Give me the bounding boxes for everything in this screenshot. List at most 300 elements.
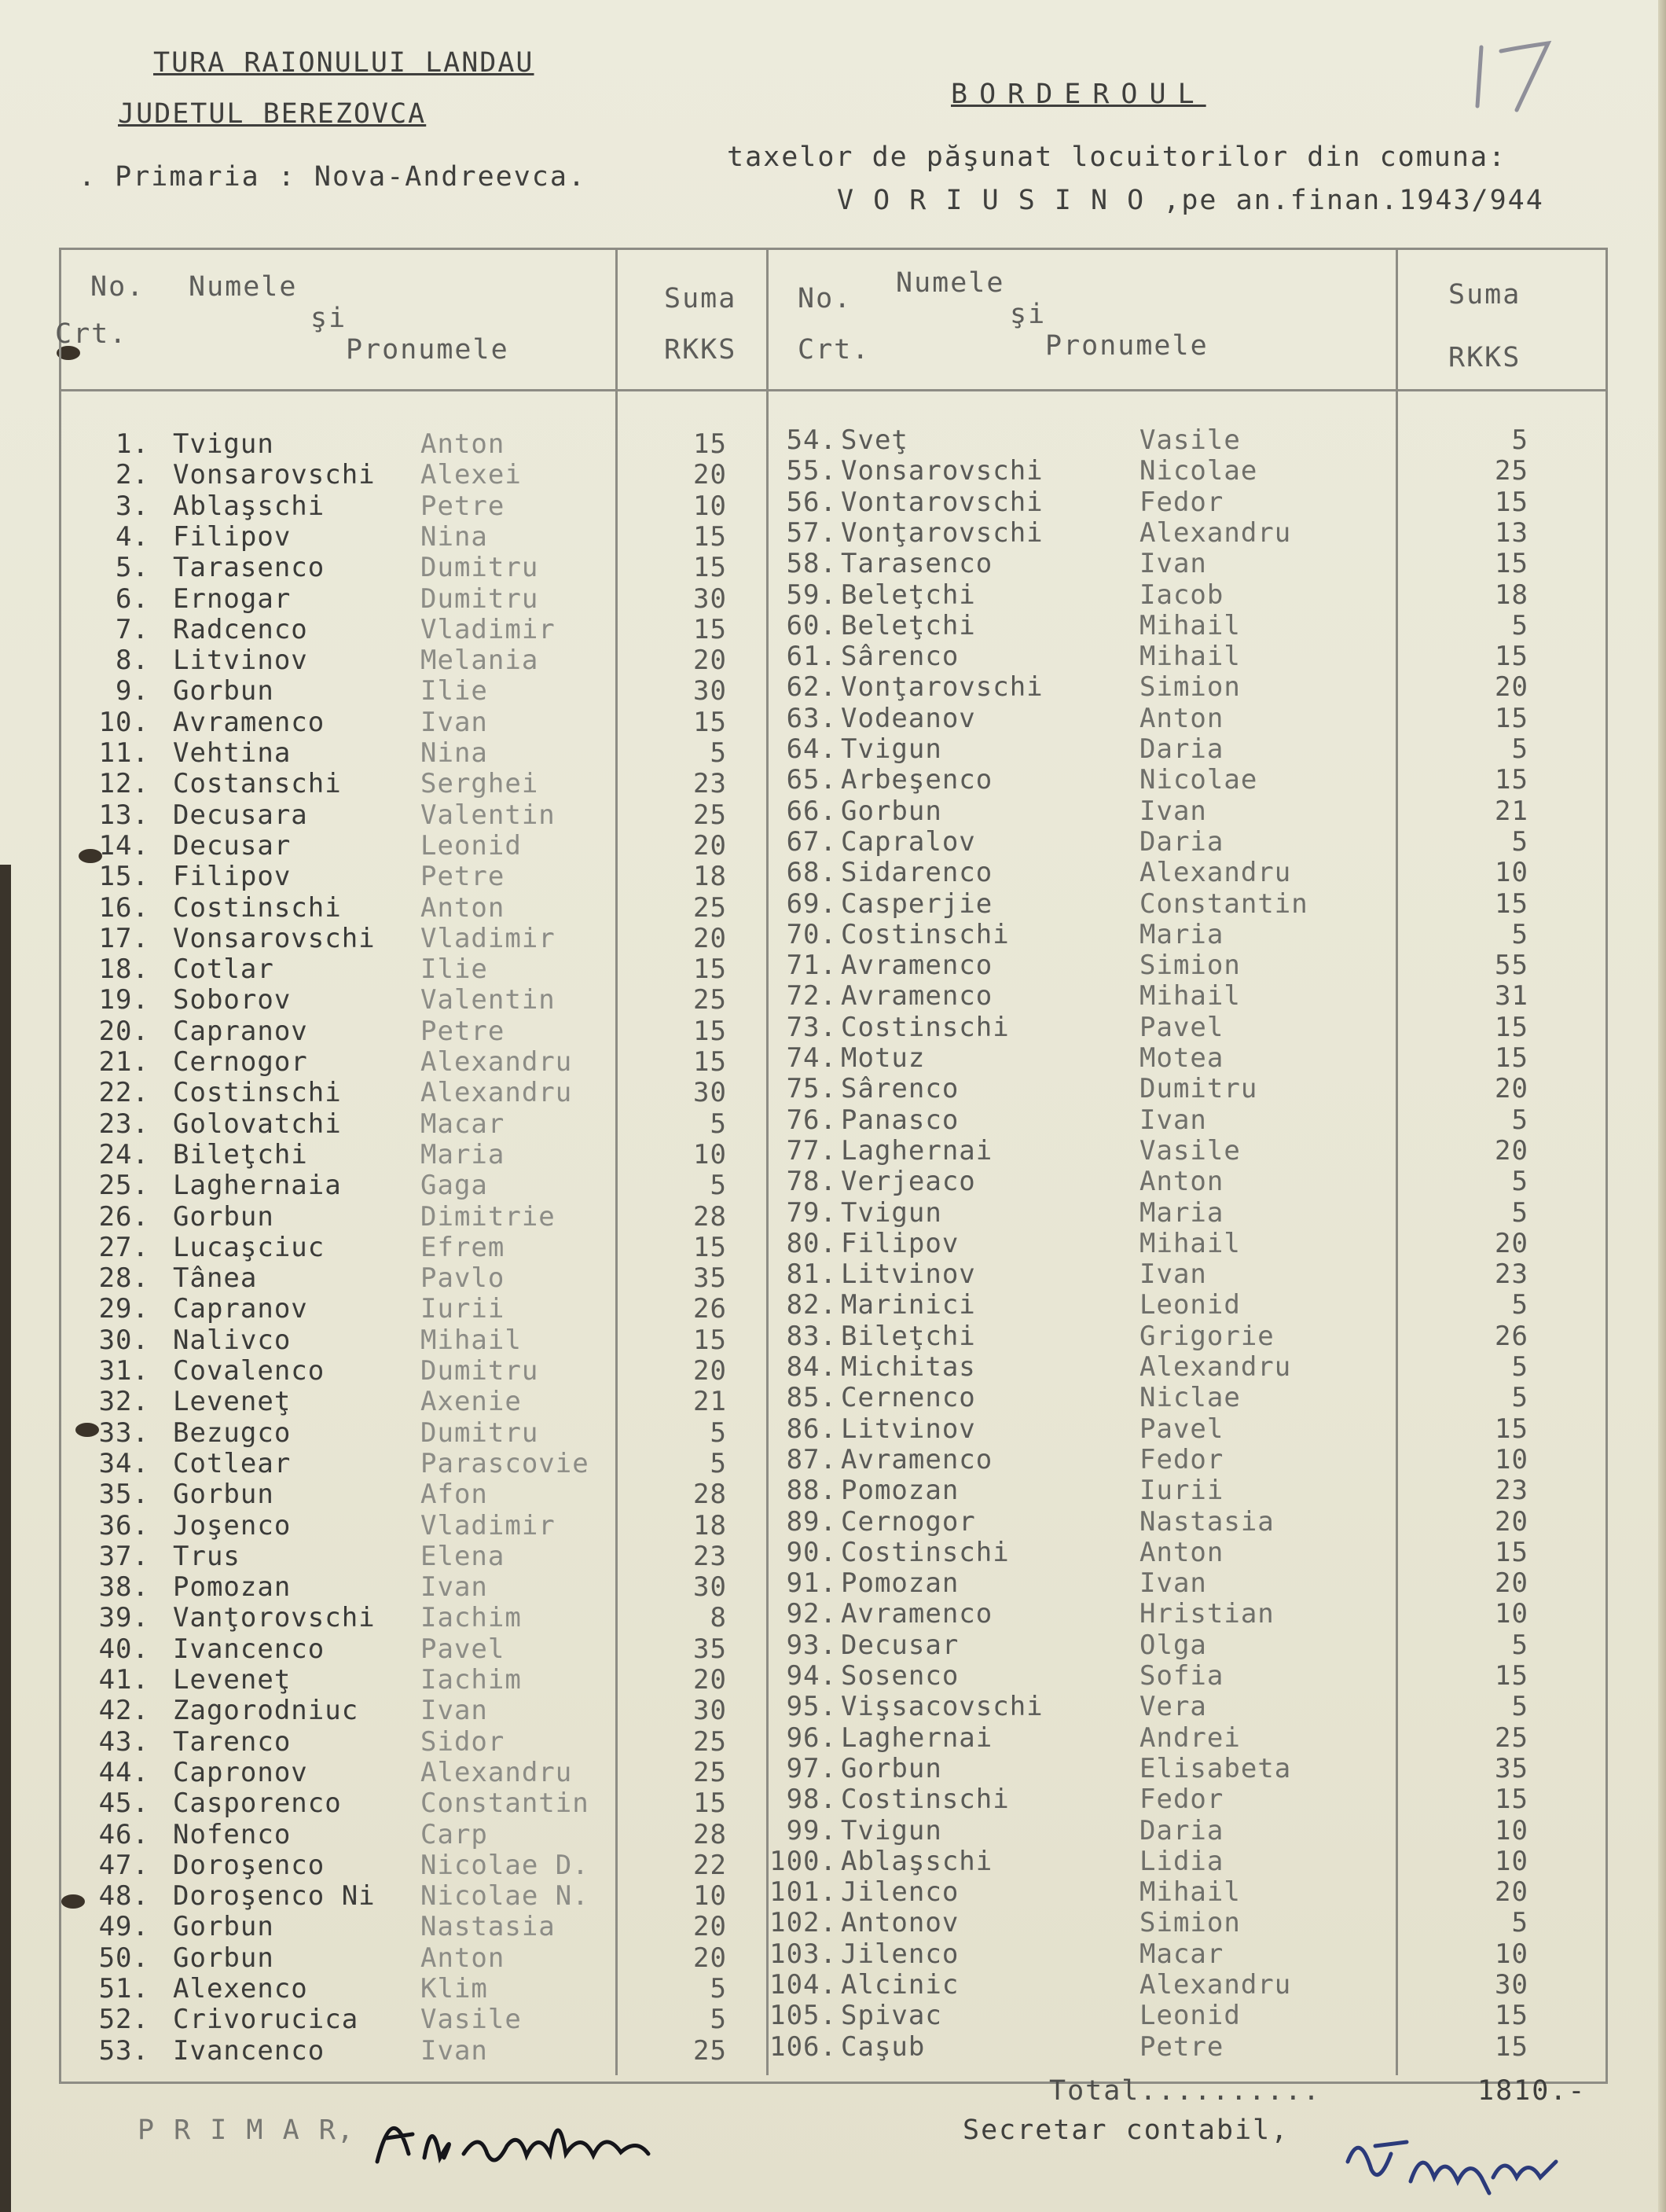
first-name: Motea	[1139, 1042, 1224, 1074]
surname: Decusar	[173, 829, 292, 862]
table-row	[0, 517, 1666, 548]
surname: Sârenco	[841, 641, 960, 673]
first-name: Vladimir	[420, 922, 556, 954]
row-number: 75.	[786, 1073, 837, 1105]
first-name: Carp	[420, 1818, 488, 1850]
first-name: Leonid	[420, 829, 522, 862]
first-name: Nina	[420, 520, 488, 553]
surname: Avramenco	[841, 950, 993, 982]
row-number: 64.	[786, 733, 837, 765]
table-row	[0, 703, 1666, 733]
table-row	[0, 1938, 1666, 1969]
row-number: 63.	[786, 702, 837, 734]
table-row	[0, 1722, 1666, 1753]
amount: 15	[693, 520, 727, 553]
first-name: Ilie	[420, 675, 488, 707]
row-number: 9.	[116, 675, 149, 707]
first-name: Leonid	[1139, 2000, 1241, 2032]
row-number: 94.	[786, 1660, 837, 1692]
row-number: 81.	[786, 1258, 837, 1291]
table-row	[0, 1351, 1666, 1382]
first-name: Dumitru	[420, 552, 539, 584]
surname: Soborov	[173, 984, 292, 1016]
first-name: Ilie	[420, 954, 488, 986]
surname: Ivancenco	[173, 1633, 325, 1665]
table-row	[0, 579, 1666, 610]
amount: 5	[1511, 1289, 1528, 1321]
table-row	[0, 487, 1666, 517]
first-name: Nastasia	[420, 1911, 556, 1943]
row-number: 77.	[786, 1134, 837, 1167]
surname: Laghernaia	[173, 1170, 342, 1202]
table-row	[0, 1753, 1666, 1784]
row-number: 89.	[786, 1505, 837, 1538]
amount: 30	[1495, 1969, 1528, 2001]
amount: 20	[1495, 671, 1528, 704]
amount: 23	[693, 1540, 727, 1572]
row-number: 73.	[786, 1011, 837, 1043]
row-number: 74.	[786, 1042, 837, 1074]
first-name: Elisabeta	[1139, 1752, 1292, 1784]
amount: 25	[1495, 1721, 1528, 1754]
amount: 26	[693, 1293, 727, 1325]
row-number: 26.	[98, 1200, 149, 1233]
surname: Decusara	[173, 799, 308, 831]
amount: 15	[1495, 1011, 1528, 1043]
amount: 15	[1495, 1660, 1528, 1692]
amount: 15	[1495, 764, 1528, 796]
row-number: 95.	[786, 1691, 837, 1723]
first-name: Mihail	[1139, 1876, 1241, 1909]
surname: Vonţarovschi	[841, 516, 1044, 549]
row-number: 93.	[786, 1629, 837, 1661]
surname: Costinschi	[173, 1077, 342, 1109]
surname: Ablaşschi	[173, 490, 325, 522]
first-name: Dumitru	[1139, 1073, 1258, 1105]
first-name: Iachim	[420, 1664, 522, 1696]
row-number: 90.	[786, 1536, 837, 1568]
row-number: 7.	[116, 613, 149, 645]
surname: Doroşenco Ni	[173, 1880, 376, 1913]
first-name: Simion	[1139, 1907, 1241, 1939]
first-name: Nastasia	[1139, 1505, 1275, 1538]
row-number: 79.	[786, 1196, 837, 1229]
amount: 15	[693, 954, 727, 986]
secretary-signature	[1336, 2115, 1595, 2201]
row-number: 57.	[786, 516, 837, 549]
amount: 20	[693, 922, 727, 954]
first-name: Dumitru	[420, 582, 539, 615]
amount: 23	[1495, 1258, 1528, 1291]
row-number: 96.	[786, 1721, 837, 1754]
row-number: 30.	[98, 1324, 149, 1356]
row-number: 55.	[786, 455, 837, 487]
surname: Gorbun	[173, 1479, 274, 1511]
table-row	[0, 641, 1666, 671]
col-and-label: şi	[1010, 299, 1047, 330]
col-name-label: Numele	[189, 271, 298, 303]
surname: Leveneţ	[173, 1386, 292, 1418]
row-number: 71.	[786, 950, 837, 982]
first-name: Vasile	[1139, 1134, 1241, 1167]
surname: Avramenco	[841, 1443, 993, 1475]
amount: 5	[1511, 1629, 1528, 1661]
row-number: 4.	[116, 520, 149, 553]
amount: 5	[1511, 733, 1528, 765]
first-name: Simion	[1139, 671, 1241, 704]
row-number: 99.	[786, 1814, 837, 1846]
document-subtitle: taxelor de păşunat locuitorilor din comuna:	[727, 141, 1507, 173]
amount: 22	[693, 1849, 727, 1881]
amount: 30	[693, 675, 727, 707]
row-number: 69.	[786, 887, 837, 920]
first-name: Daria	[1139, 1814, 1224, 1846]
first-name: Mihail	[1139, 641, 1241, 673]
amount: 20	[1495, 1505, 1528, 1538]
col-sum-label: Suma	[1448, 279, 1521, 310]
surname: Gorbun	[173, 1911, 274, 1943]
amount: 15	[693, 1231, 727, 1263]
row-number: 20.	[98, 1015, 149, 1047]
amount: 30	[693, 1571, 727, 1604]
amount: 5	[710, 1170, 727, 1202]
first-name: Iurii	[420, 1293, 505, 1325]
amount: 15	[1495, 2030, 1528, 2063]
table-row	[0, 1197, 1666, 1228]
first-name: Ivan	[1139, 1258, 1207, 1291]
table-row	[0, 733, 1666, 764]
first-name: Simion	[1139, 950, 1241, 982]
row-number: 82.	[786, 1289, 837, 1321]
amount: 10	[1495, 1938, 1528, 1970]
row-number: 54.	[786, 424, 837, 456]
row-number: 61.	[786, 641, 837, 673]
row-number: 25.	[98, 1170, 149, 1202]
table-row	[0, 1815, 1666, 1846]
row-number: 24.	[98, 1138, 149, 1170]
surname: Jilenco	[841, 1876, 960, 1909]
amount: 18	[693, 861, 727, 893]
amount: 15	[693, 1324, 727, 1356]
table-row	[0, 455, 1666, 486]
table-row	[0, 919, 1666, 950]
row-number: 31.	[98, 1355, 149, 1387]
first-name: Olga	[1139, 1629, 1207, 1661]
row-number: 88.	[786, 1475, 837, 1507]
surname: Ivancenco	[173, 2034, 325, 2067]
amount: 5	[1511, 1907, 1528, 1939]
amount: 25	[693, 891, 727, 924]
first-name: Alexandru	[1139, 1351, 1292, 1383]
surname: Doroşenco	[173, 1849, 325, 1881]
first-name: Fedor	[1139, 1784, 1224, 1816]
surname: Sveţ	[841, 424, 908, 456]
table-row	[0, 1784, 1666, 1814]
amount: 18	[1495, 579, 1528, 611]
row-number: 11.	[98, 737, 149, 769]
amount: 21	[1495, 795, 1528, 827]
first-name: Mihail	[1139, 980, 1241, 1012]
row-number: 29.	[98, 1293, 149, 1325]
table-row	[0, 548, 1666, 579]
first-name: Daria	[1139, 733, 1224, 765]
surname: Spivac	[841, 2000, 942, 2032]
row-number: 3.	[116, 490, 149, 522]
first-name: Vasile	[1139, 424, 1241, 456]
surname: Tarenco	[173, 1725, 292, 1758]
amount: 15	[693, 552, 727, 584]
table-row	[0, 1907, 1666, 1938]
table-row	[0, 980, 1666, 1011]
surname: Beleţchi	[841, 579, 976, 611]
first-name: Pavlo	[420, 1262, 505, 1295]
first-name: Iacob	[1139, 579, 1224, 611]
table-row	[0, 671, 1666, 702]
first-name: Petre	[420, 490, 505, 522]
surname: Casperjie	[841, 887, 993, 920]
amount: 20	[1495, 1876, 1528, 1909]
row-number: 66.	[786, 795, 837, 827]
amount: 15	[1495, 1536, 1528, 1568]
surname: Filipov	[173, 520, 292, 553]
first-name: Ivan	[420, 706, 488, 738]
table-row	[0, 1846, 1666, 1876]
first-name: Serghei	[420, 768, 539, 800]
first-name: Lidia	[1139, 1845, 1224, 1877]
row-number: 48.	[98, 1880, 149, 1913]
surname: Tânea	[173, 1262, 258, 1295]
row-number: 87.	[786, 1443, 837, 1475]
amount: 5	[1511, 1691, 1528, 1723]
row-number: 47.	[98, 1849, 149, 1881]
row-number: 10.	[98, 706, 149, 738]
amount: 20	[1495, 1567, 1528, 1600]
amount: 15	[693, 1788, 727, 1820]
table-row	[0, 1444, 1666, 1475]
header-town-hall: . Primaria : Nova-Andreevca.	[79, 161, 587, 193]
row-number: 78.	[786, 1166, 837, 1198]
first-name: Andrei	[1139, 1721, 1241, 1754]
table-row	[0, 796, 1666, 826]
row-number: 8.	[116, 645, 149, 677]
first-name: Sidor	[420, 1725, 505, 1758]
amount: 5	[710, 737, 727, 769]
surname: Vonsarovschi	[173, 459, 376, 491]
table-row	[0, 424, 1666, 455]
surname: Avramenco	[173, 706, 325, 738]
surname: Tvigun	[841, 1196, 942, 1229]
surname: Litvinov	[841, 1258, 976, 1291]
row-number: 36.	[98, 1509, 149, 1541]
surname: Costinschi	[841, 1011, 1010, 1043]
amount: 10	[1495, 857, 1528, 889]
table-row	[0, 950, 1666, 980]
row-number: 100.	[769, 1845, 837, 1877]
surname: Radcenco	[173, 613, 308, 645]
row-number: 102.	[769, 1907, 837, 1939]
first-name: Nicolae	[1139, 455, 1258, 487]
document-title: BORDEROUL	[951, 79, 1206, 110]
surname: Bileţchi	[841, 1320, 976, 1352]
first-name: Fedor	[1139, 486, 1224, 518]
surname: Litvinov	[173, 645, 308, 677]
surname: Decusar	[841, 1629, 960, 1661]
row-number: 60.	[786, 609, 837, 641]
surname: Tvigun	[173, 428, 274, 460]
table-row	[0, 1876, 1666, 1907]
amount: 15	[693, 613, 727, 645]
amount: 15	[1495, 702, 1528, 734]
row-number: 27.	[98, 1231, 149, 1263]
table-row	[0, 1042, 1666, 1073]
first-name: Nicolae D.	[420, 1849, 589, 1881]
surname: Costinschi	[173, 891, 342, 924]
row-number: 46.	[98, 1818, 149, 1850]
first-name: Petre	[420, 1015, 505, 1047]
first-name: Alexei	[420, 459, 522, 491]
row-number: 2.	[116, 459, 149, 491]
secretary-label: Secretar contabil,	[963, 2115, 1290, 2146]
col-crt-label: Crt.	[55, 318, 128, 350]
surname: Litvinov	[841, 1413, 976, 1445]
row-number: 70.	[786, 918, 837, 950]
surname: Capronov	[173, 1756, 308, 1788]
col-name-label: Numele	[896, 267, 1005, 299]
surname: Vanţorovschi	[173, 1602, 376, 1634]
row-number: 76.	[786, 1104, 837, 1136]
amount: 30	[693, 1695, 727, 1727]
first-name: Vladimir	[420, 1509, 556, 1541]
amount: 5	[710, 1416, 727, 1449]
row-number: 14.	[98, 829, 149, 862]
amount: 20	[1495, 1134, 1528, 1167]
first-name: Mihail	[420, 1324, 522, 1356]
first-name: Grigorie	[1139, 1320, 1275, 1352]
first-name: Daria	[1139, 825, 1224, 858]
first-name: Afon	[420, 1479, 488, 1511]
table-row	[0, 2031, 1666, 2062]
first-name: Anton	[1139, 702, 1224, 734]
first-name: Valentin	[420, 799, 556, 831]
surname: Beleţchi	[841, 609, 976, 641]
table-row	[0, 1413, 1666, 1444]
table-row	[0, 1567, 1666, 1598]
first-name: Klim	[420, 1973, 488, 2004]
surname: Vonsarovschi	[173, 922, 376, 954]
amount: 18	[693, 1509, 727, 1541]
amount: 30	[693, 582, 727, 615]
amount: 10	[693, 490, 727, 522]
surname: Casporenco	[173, 1788, 342, 1820]
row-number: 23.	[98, 1108, 149, 1140]
surname: Capranov	[173, 1293, 308, 1325]
first-name: Gaga	[420, 1170, 488, 1202]
surname: Antonov	[841, 1907, 960, 1939]
col-sum-label: Suma	[664, 283, 737, 314]
amount: 25	[1495, 455, 1528, 487]
amount: 55	[1495, 950, 1528, 982]
table-row	[0, 1012, 1666, 1042]
amount: 5	[1511, 1166, 1528, 1198]
surname: Laghernai	[841, 1134, 993, 1167]
amount: 5	[710, 1108, 727, 1140]
col-firstname-label: Pronumele	[1045, 330, 1209, 362]
surname: Gorbun	[841, 1752, 942, 1784]
table-row	[0, 764, 1666, 795]
amount: 15	[1495, 1042, 1528, 1074]
surname: Bileţchi	[173, 1138, 308, 1170]
table-row	[0, 1691, 1666, 1721]
surname: Cernenco	[841, 1382, 976, 1414]
surname: Pomozan	[841, 1567, 960, 1600]
row-number: 85.	[786, 1382, 837, 1414]
surname: Joşenco	[173, 1509, 292, 1541]
first-name: Ivan	[1139, 1104, 1207, 1136]
amount: 23	[1495, 1475, 1528, 1507]
row-number: 40.	[98, 1633, 149, 1665]
row-number: 18.	[98, 954, 149, 986]
amount: 5	[710, 2004, 727, 2036]
row-number: 15.	[98, 861, 149, 893]
surname: Avramenco	[841, 980, 993, 1012]
amount: 5	[1511, 918, 1528, 950]
surname: Vişsacovschi	[841, 1691, 1044, 1723]
total-label: Total..........	[1049, 2075, 1322, 2107]
row-number: 83.	[786, 1320, 837, 1352]
surname: Filipov	[841, 1227, 960, 1259]
row-number: 32.	[98, 1386, 149, 1418]
first-name: Petre	[420, 861, 505, 893]
surname: Michitas	[841, 1351, 976, 1383]
amount: 21	[693, 1386, 727, 1418]
amount: 20	[693, 1942, 727, 1974]
first-name: Pavel	[1139, 1011, 1224, 1043]
first-name: Anton	[420, 891, 505, 924]
amount: 10	[1495, 1598, 1528, 1630]
amount: 28	[693, 1200, 727, 1233]
amount: 25	[693, 1756, 727, 1788]
surname: Vonsarovschi	[841, 455, 1044, 487]
amount: 31	[1495, 980, 1528, 1012]
row-number: 86.	[786, 1413, 837, 1445]
first-name: Macar	[420, 1108, 505, 1140]
surname: Gorbun	[173, 1942, 274, 1974]
surname: Golovatchi	[173, 1108, 342, 1140]
first-name: Alexandru	[420, 1077, 573, 1109]
first-name: Ivan	[420, 2034, 488, 2067]
surname: Jilenco	[841, 1938, 960, 1970]
amount: 25	[693, 1725, 727, 1758]
row-number: 104.	[769, 1969, 837, 2001]
col-and-label: şi	[310, 303, 347, 334]
row-number: 52.	[98, 2004, 149, 2036]
surname: Tvigun	[841, 733, 942, 765]
first-name: Elena	[420, 1540, 505, 1572]
surname: Sidarenco	[841, 857, 993, 889]
row-number: 12.	[98, 768, 149, 800]
first-name: Maria	[1139, 1196, 1224, 1229]
first-name: Anton	[420, 1942, 505, 1974]
surname: Vodeanov	[841, 702, 976, 734]
first-name: Maria	[1139, 918, 1224, 950]
amount: 5	[1511, 1196, 1528, 1229]
amount: 20	[693, 645, 727, 677]
amount: 5	[1511, 1382, 1528, 1414]
first-name: Dumitru	[420, 1355, 539, 1387]
row-number: 80.	[786, 1227, 837, 1259]
table-row	[0, 1506, 1666, 1537]
amount: 26	[1495, 1320, 1528, 1352]
